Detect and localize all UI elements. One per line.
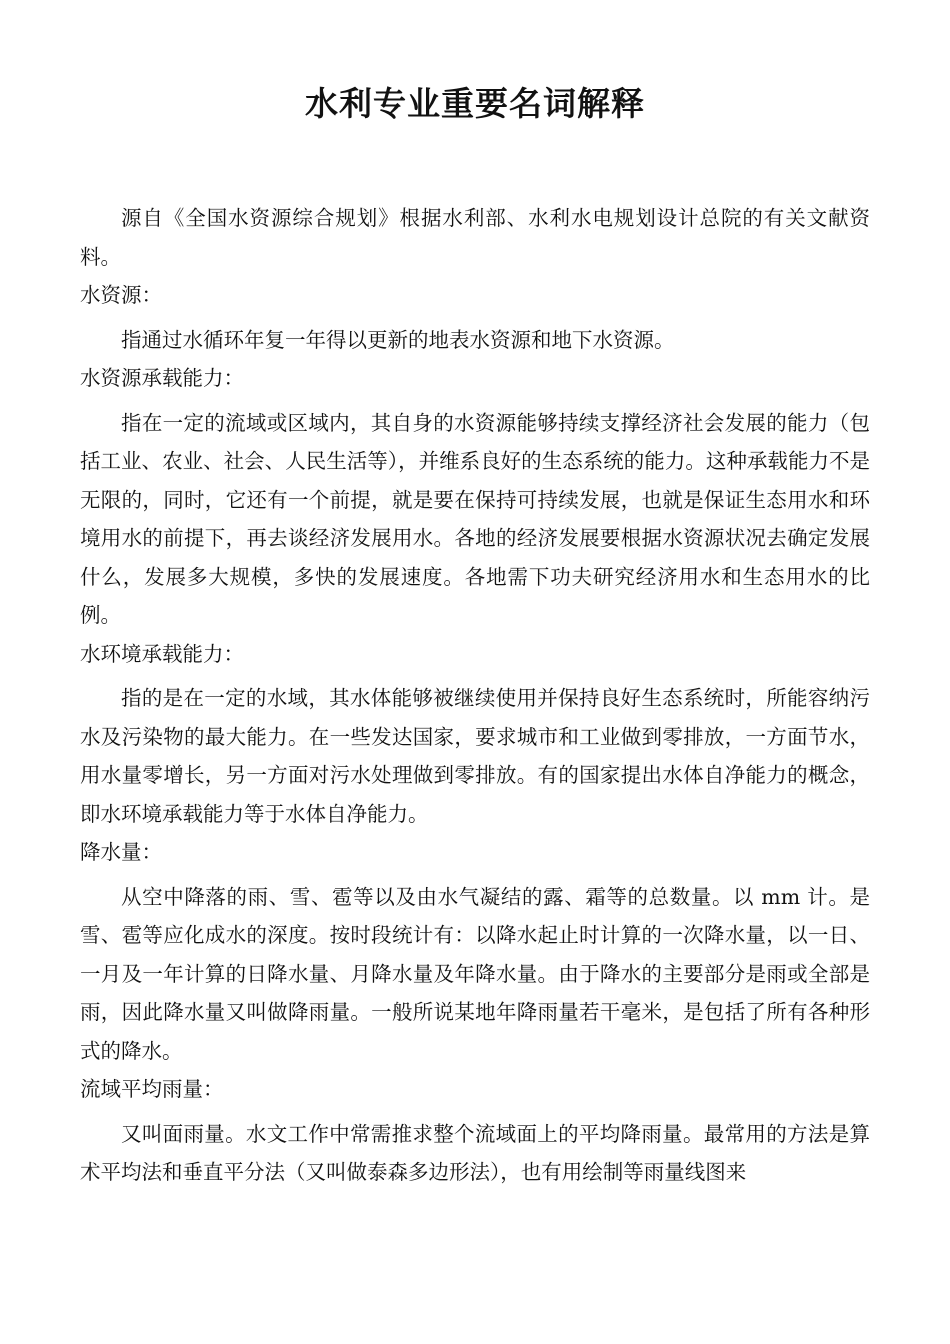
definition-water-resources: 指通过水循环年复一年得以更新的地表水资源和地下水资源。 (121, 327, 675, 352)
definition-water-environment-capacity: 指的是在一定的水域，其水体能够被继续使用并保持良好生态系统时，所能容纳污水及污染物的最大能力。在一些发达国家，要求城市和工业做到零排放，一方面节水，用水量零增长，另一方面对污水处理做到零排放。有的国家提出水体自净能力的概念，即水环境承载能力等于水体自净能力。 (80, 686, 870, 826)
term-heading-water-resources-capacity: 水资源承载能力： (80, 366, 244, 390)
definition-water-resources-capacity: 指在一定的流域或区域内，其自身的水资源能够持续支撑经济社会发展的能力（包括工业、农业、社会、人民生活等），并维系良好的生态系统的能力。这种承载能力不是无限的，同时，它还有一个前提，就是要在保持可持续发展，也就是保证生态用水和环境用水的前提下，再去谈经济发展用水。各地的经济发展要根据水资源状况去确定发展什么，发展多大规模，多快的发展速度。各地需下功夫研究经济用水和生态用水的比例。 (80, 410, 870, 627)
term-heading-basin-average-rainfall: 流域平均雨量： (80, 1077, 224, 1101)
document-body (80, 199, 870, 1192)
document-title: 水利专业重要名词解释 (305, 84, 645, 123)
intro-paragraph: 源自《全国水资源综合规划》根据水利部、水利水电规划设计总院的有关文献资料。 (80, 206, 870, 269)
term-heading-water-environment-capacity: 水环境承载能力： (80, 641, 244, 666)
definition-basin-average-rainfall: 又叫面雨量。水文工作中常需推求整个流域面上的平均降雨量。最常用的方法是算术平均法和垂直平分法（又叫做泰森多边形法），也有用绘制等雨量线图来 (80, 1121, 870, 1184)
definition-precipitation: 从空中降落的雨、雪、雹等以及由水气凝结的露、霜等的总数量。以 mm 计。是雪、雹等应化成水的深度。按时段统计有：以降水起止时计算的一次降水量，以一日、一月及一年计算的日降水量、月降水量及年降水量。由于降水的主要部分是雨或全部是雨，因此降水量又叫做降雨量。一般所说某地年降雨量若干毫米，是包括了所有各种形式的降水。 (80, 884, 870, 1063)
term-heading-water-resources: 水资源： (80, 283, 162, 307)
term-heading-precipitation: 降水量： (80, 840, 162, 864)
